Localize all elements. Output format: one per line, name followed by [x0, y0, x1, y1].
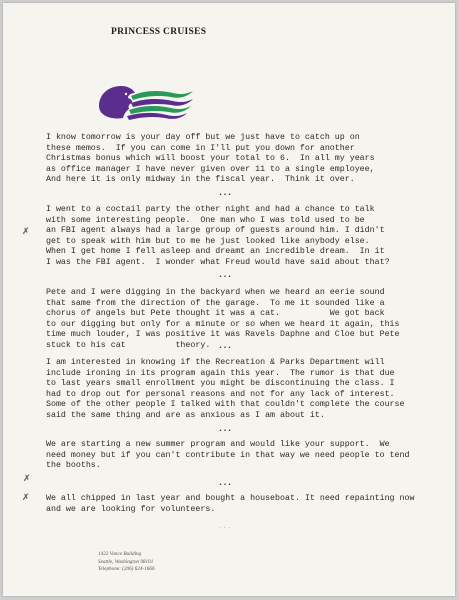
section-separator: ... — [219, 269, 233, 279]
logo-wave-2 — [131, 99, 193, 107]
margin-check-mark: ✗ — [23, 474, 31, 484]
address-city: Seattle, Washington 98101 — [98, 558, 154, 565]
section-separator: ... — [219, 423, 233, 433]
margin-check-mark: ✗ — [22, 227, 30, 237]
memo-paragraph-houseboat: We all chipped in last year and bought a houseboat. It need repainting now and we are looking for volunteers. — [46, 494, 415, 514]
memo-paragraph-recreation: I am interested in knowing if the Recreation & Parks Department will include ironing in its program again this year. The rumor is that due to last years small enrollment you might be discontinuing the class. I had to drop out for personal reasons and not for any lack of interest. Some of the other people I talked with that couldn't complete the course said the same thing and are as anxious as I am about it. — [46, 358, 405, 420]
memo-paragraph-bonus: I know tomorrow is your day off but we just have to catch up on these memos. If you can come in I'll put you down for another Christmas bonus which will boost your total to 6. In all my years as office manager I have never given over 11 to a single employee, And here it is only midway in the fiscal year. Think it over. — [46, 133, 375, 185]
logo-wave-4 — [127, 113, 187, 120]
memo-paragraph-summer-program: We are starting a new summer program and would like your support. We need money but if you can't contribute in that way we need people to tend the booths. — [46, 440, 410, 471]
memo-paragraph-eerie-sound: Pete and I were digging in the backyard when we heard an eerie sound that same from the direction of the garage. To me it sounded like a chorus of angels but Pete thought it was a cat. We got back to our digging but only for a minute or so when we heard it again, this time much louder, I was positive it was Ravels Daphne and Cloe but Pete stuck to his cat theory. — [46, 288, 400, 350]
section-separator: ... — [219, 187, 233, 197]
margin-check-mark: ✗ — [22, 493, 30, 503]
section-separator: ... — [219, 340, 233, 350]
letterhead-title: PRINCESS CRUISES — [111, 27, 207, 37]
section-separator: ... — [218, 524, 233, 530]
logo-wave-3 — [129, 106, 191, 114]
princess-seawitch-logo — [97, 84, 195, 122]
memo-paragraph-cocktail-party: I went to a coctail party the other night and had a chance to talk with some interesting people. One man who I was told used to be an FBI agent always had a large group of guests around him. I didn't get to speak with him but to me he just looked like anybody else. When I get home I fell asleep and dreamt an incredible dream. In it I was the FBI agent. I wonder what Freud would have said about that? — [46, 205, 390, 267]
logo-head-shape — [99, 86, 135, 119]
logo-eye — [125, 93, 127, 95]
letterhead-address — [98, 551, 155, 574]
address-street: 1422 Vance Building — [98, 551, 142, 557]
address-telephone: Telephone: (206) 624-1666 — [98, 566, 155, 572]
section-separator: ... — [219, 477, 233, 487]
document-page — [3, 3, 455, 596]
logo-wave-1 — [131, 91, 193, 100]
